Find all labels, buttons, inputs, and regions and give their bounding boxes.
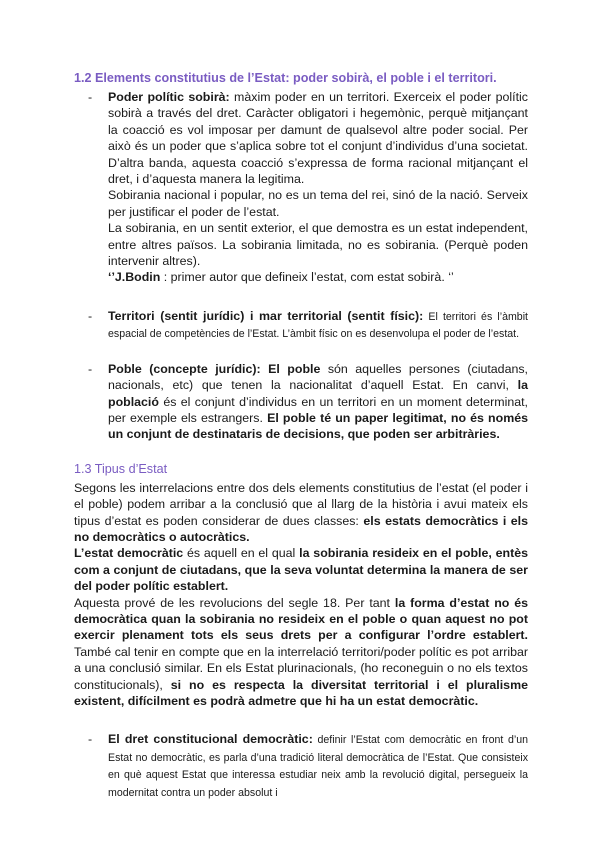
paragraph-text: També cal tenir en compte que en la interrelació territori/poder polític es pot arribar a una conclusió similar. En els Estat plurinacionals, (ho reconeguin o no els textos constitucionals), xyxy=(74,644,528,692)
paragraph xyxy=(74,595,528,710)
bullet-dash: - xyxy=(88,90,93,104)
quote-author: ‘’J.Bodin xyxy=(108,270,161,285)
list-item-body xyxy=(108,361,528,443)
bold-text: la forma d’estat no és democràtica quan la sobirania no resideix en el poble o quan aquest no pot exercir plenament tots els seus drets per a configurar l’ordre establert. xyxy=(74,595,529,643)
paragraph xyxy=(74,545,528,594)
paragraph-text: Aquesta prové de les revolucions del segle 18. Per tant xyxy=(74,595,395,610)
term-label: Territori (sentit jurídic) i mar territorial (sentit físic): xyxy=(108,308,424,323)
paragraph: Sobirania nacional i popular, no es un tema del rei, sinó de la nació. Serveix per justificar el poder de l’estat. xyxy=(108,188,528,219)
bold-text: L’estat democràtic xyxy=(74,546,184,561)
bold-text: la sobirania resideix en el poble, entès com a conjunt de ciutadans, que la seva voluntat determina la manera de ser del poder polític establert. xyxy=(74,546,528,594)
paragraph-text: màxim poder en un territori. Exerceix el poder polític sobirà a través del dret. Caràcter obligatori i hegemònic, perquè mitjançant la coacció es vol imposar per damunt de qualsevol altre poder social. Per això és un poder que s’aplica sobre tot el conjunt d’individus d’una societat. D’altra banda, aquesta coacció s’expressa de forma racional mitjançant el dret, i d’aquesta manera la legitima. xyxy=(108,90,528,187)
list-item-body xyxy=(108,731,528,801)
bold-text: si no es respecta la diversitat territorial i el pluralisme existent, difícilment es podrà admetre que hi ha un estat democràtic. xyxy=(74,677,528,708)
paragraph xyxy=(108,731,528,801)
quote-paragraph xyxy=(108,269,528,285)
list-item-territori xyxy=(74,308,528,343)
paragraph-text: El territori és l’àmbit espacial de competències de l’Estat. L’àmbit físic on es desenvolupa el poder de l’estat. xyxy=(108,310,528,341)
list-item-body xyxy=(108,308,528,343)
paragraph xyxy=(74,480,528,546)
section-heading-1-2: 1.2 Elements constitutius de l’Estat: poder sobirà, el poble i el territori. xyxy=(74,71,497,85)
paragraph-text: definir l’Estat com democràtic en front d’un Estat no democràtic, es parla d’una tradició literal democràtica de l’Estat. Que consisteix en què aquest Estat que interessa estudiar neix amb la revolució digital, persegueix la modernitat contra un poder absolut i xyxy=(108,734,528,799)
term-label: Poble (concepte jurídic): El poble xyxy=(108,361,321,376)
list-item-body xyxy=(108,89,528,286)
term-label: El dret constitucional democràtic: xyxy=(108,732,313,747)
section-heading-1-3: 1.3 Tipus d’Estat xyxy=(74,461,168,476)
list-item-dret-constitucional xyxy=(74,731,528,801)
quote-text: : primer autor que defineix l’estat, com estat sobirà. ‘’ xyxy=(160,270,454,285)
term-label: Poder polític sobirà: xyxy=(108,90,230,104)
bold-text: els estats democràtics i els no democràtics o autocràtics. xyxy=(74,513,529,544)
paragraph-text: són aquelles persones (ciutadans, nacionals, etc) que tenen la nacionalitat d’aquell Estat. En canvi, xyxy=(108,361,528,393)
document-page xyxy=(74,70,528,801)
bold-text: la població xyxy=(108,378,528,409)
bold-text: El poble té un paper legitimat, no és només un conjunt de destinataris de decisions, que poden ser arbitràries. xyxy=(108,410,528,442)
paragraph-text: és el conjunt d’individus en un territori en un moment determinat, per exemple els estrangers. xyxy=(108,394,528,425)
bullet-dash: - xyxy=(88,361,93,376)
paragraph xyxy=(108,361,528,443)
bullet-dash: - xyxy=(88,308,93,323)
paragraph-text: Segons les interrelacions entre dos dels elements constitutius de l’estat (el poder i el poble) podem arribar a la conclusió que al llarg de la història i avui mateix els tipus d’estat es poden considerar de dues classes: xyxy=(74,480,528,528)
bullet-dash: - xyxy=(88,732,93,747)
paragraph xyxy=(108,89,528,187)
list-item-poder-politic xyxy=(74,89,528,286)
list-item-poble xyxy=(74,361,528,443)
paragraph: La sobirania, en un sentit exterior, el que demostra es un estat independent, entre altres països. La sobirania limitada, no es sobirania. (Perquè poden intervenir altres). xyxy=(108,221,528,269)
paragraph-text: és aquell en el qual xyxy=(183,546,300,561)
paragraph xyxy=(108,308,528,343)
